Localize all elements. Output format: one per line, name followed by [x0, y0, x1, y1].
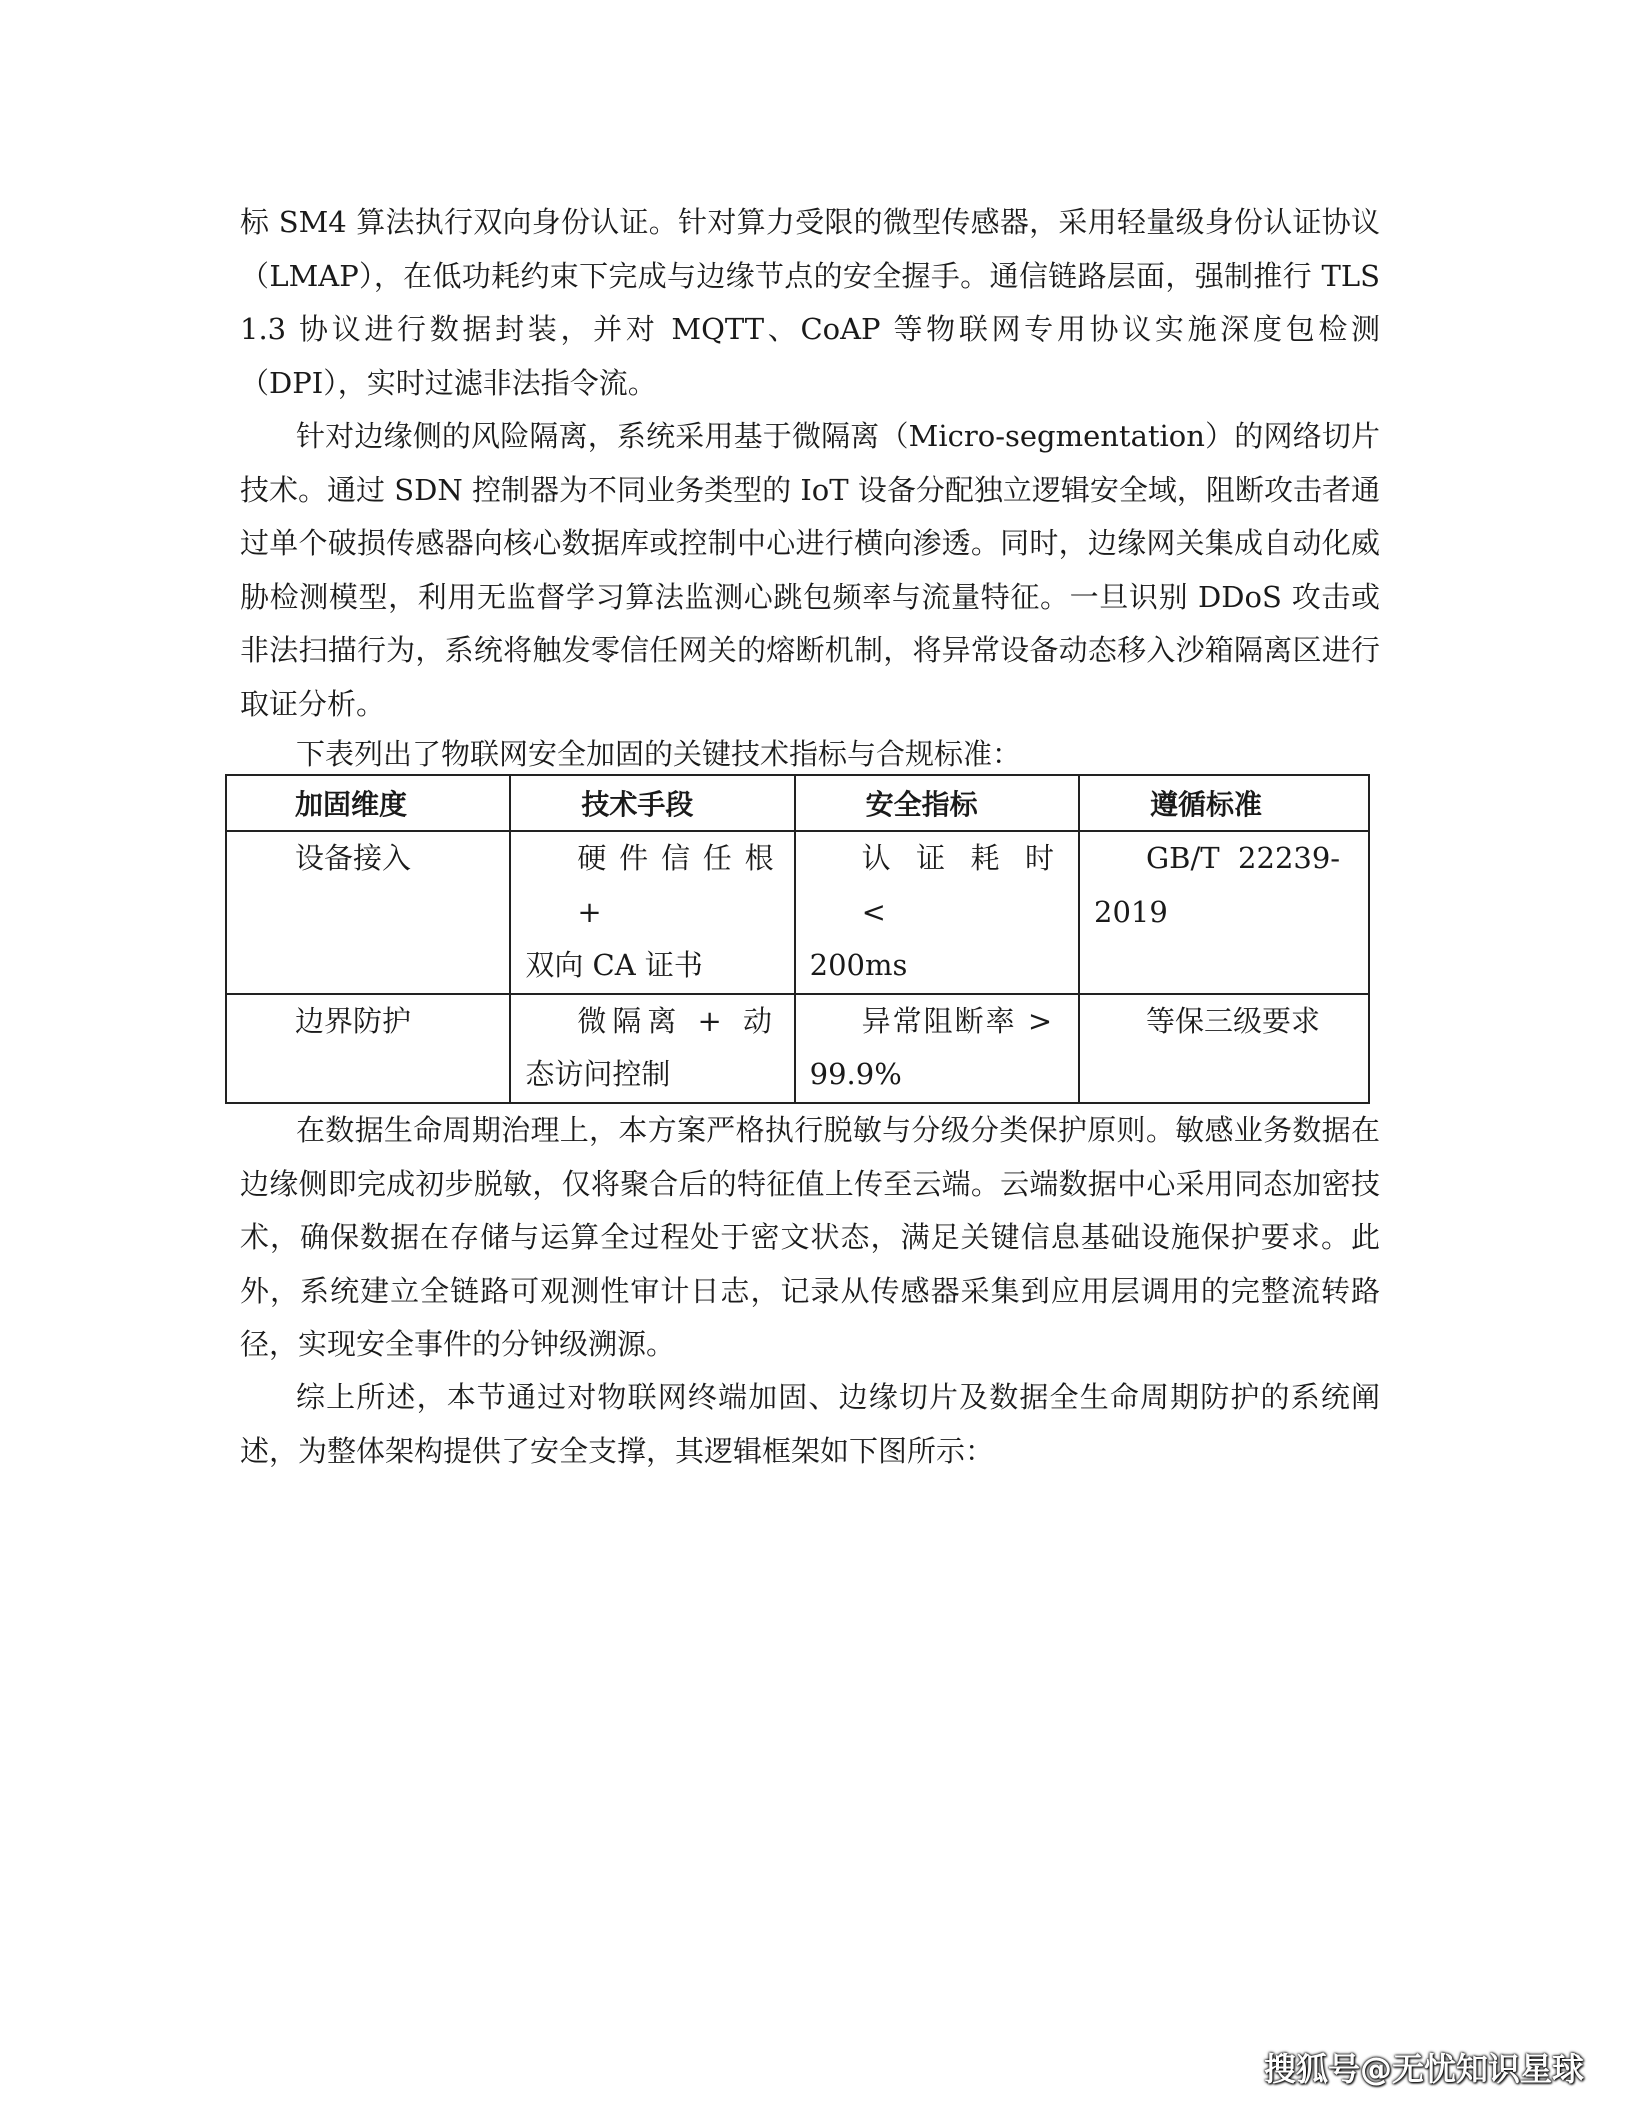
cell-means-line1: 硬件信任根+ [577, 841, 780, 929]
cell-dimension: 设备接入 [226, 831, 510, 994]
cell-metric [795, 994, 1079, 1103]
paragraph-summary: 综上所述，本节通过对物联网终端加固、边缘切片及数据全生命周期防护的系统阐述，为整体架构提供了安全支撑，其逻辑框架如下图所示： [240, 1380, 1380, 1468]
table-header-row [226, 775, 1369, 831]
cell-standard [1079, 831, 1369, 994]
cell-metric-line2: 99.9% [809, 1057, 902, 1091]
header-metric: 安全指标 [795, 775, 1079, 831]
cell-means-line1: 微隔离 + 动 [577, 1003, 779, 1038]
table-row [226, 994, 1369, 1103]
cell-standard-line1: 等保三级要求 [1146, 1003, 1321, 1038]
paragraph-edge-isolation: 针对边缘侧的风险隔离，系统采用基于微隔离（Micro-segmentation）的网络切片技术。通过 SDN 控制器为不同业务类型的 IoT 设备分配独立逻辑安全域，阻断攻击者通过单个破损传感器向核心数据库或控制中心进行横向渗透。同时，边缘网关集成自动化威胁检测模型，利用无监督学习算法监测心跳包频率与流量特征。一旦识别 DDoS 攻击或非法扫描行为，系统将触发零信任网关的熔断机制，将异常设备动态移入沙箱隔离区进行取证分析。 [240, 419, 1380, 721]
cell-means-line2: 双向 CA 证书 [525, 948, 703, 982]
cell-metric-line2: 200ms [809, 948, 908, 982]
cell-metric [795, 831, 1079, 994]
watermark-text: 搜狐号@无忧知识星球 [1263, 2050, 1584, 2088]
cell-standard [1079, 994, 1369, 1103]
cell-metric-line1: 异常阻断率 > [861, 1003, 1055, 1038]
header-standard: 遵循标准 [1079, 775, 1369, 831]
paragraph-authentication: 标 SM4 算法执行双向身份认证。针对算力受限的微型传感器，采用轻量级身份认证协议（LMAP），在低功耗约束下完成与边缘节点的安全握手。通信链路层面，强制推行 TLS 1.3 协议进行数据封装，并对 MQTT、CoAP 等物联网专用协议实施深度包检测（DPI），实时过滤非法指令流。 [240, 205, 1380, 400]
table-row [226, 831, 1369, 994]
header-means: 技术手段 [510, 775, 794, 831]
cell-metric-line1: 认证耗时 < [861, 841, 1065, 929]
cell-means [510, 831, 794, 994]
cell-means-line2: 态访问控制 [525, 1057, 671, 1091]
cell-dimension: 边界防护 [226, 994, 510, 1103]
table-caption: 下表列出了物联网安全加固的关键技术指标与合规标准： [296, 737, 1022, 771]
paragraph-data-lifecycle: 在数据生命周期治理上，本方案严格执行脱敏与分级分类保护原则。敏感业务数据在边缘侧即完成初步脱敏，仅将聚合后的特征值上传至云端。云端数据中心采用同态加密技术，确保数据在存储与运算全过程处于密文状态，满足关键信息基础设施保护要求。此外，系统建立全链路可观测性审计日志，记录从传感器采集到应用层调用的完整流转路径，实现安全事件的分钟级溯源。 [240, 1113, 1380, 1361]
security-metrics-table [225, 774, 1370, 1104]
cell-standard-line1: GB/T 22239- [1146, 841, 1341, 875]
cell-means [510, 994, 794, 1103]
header-dimension: 加固维度 [226, 775, 510, 831]
cell-standard-line2: 2019 [1094, 894, 1168, 929]
